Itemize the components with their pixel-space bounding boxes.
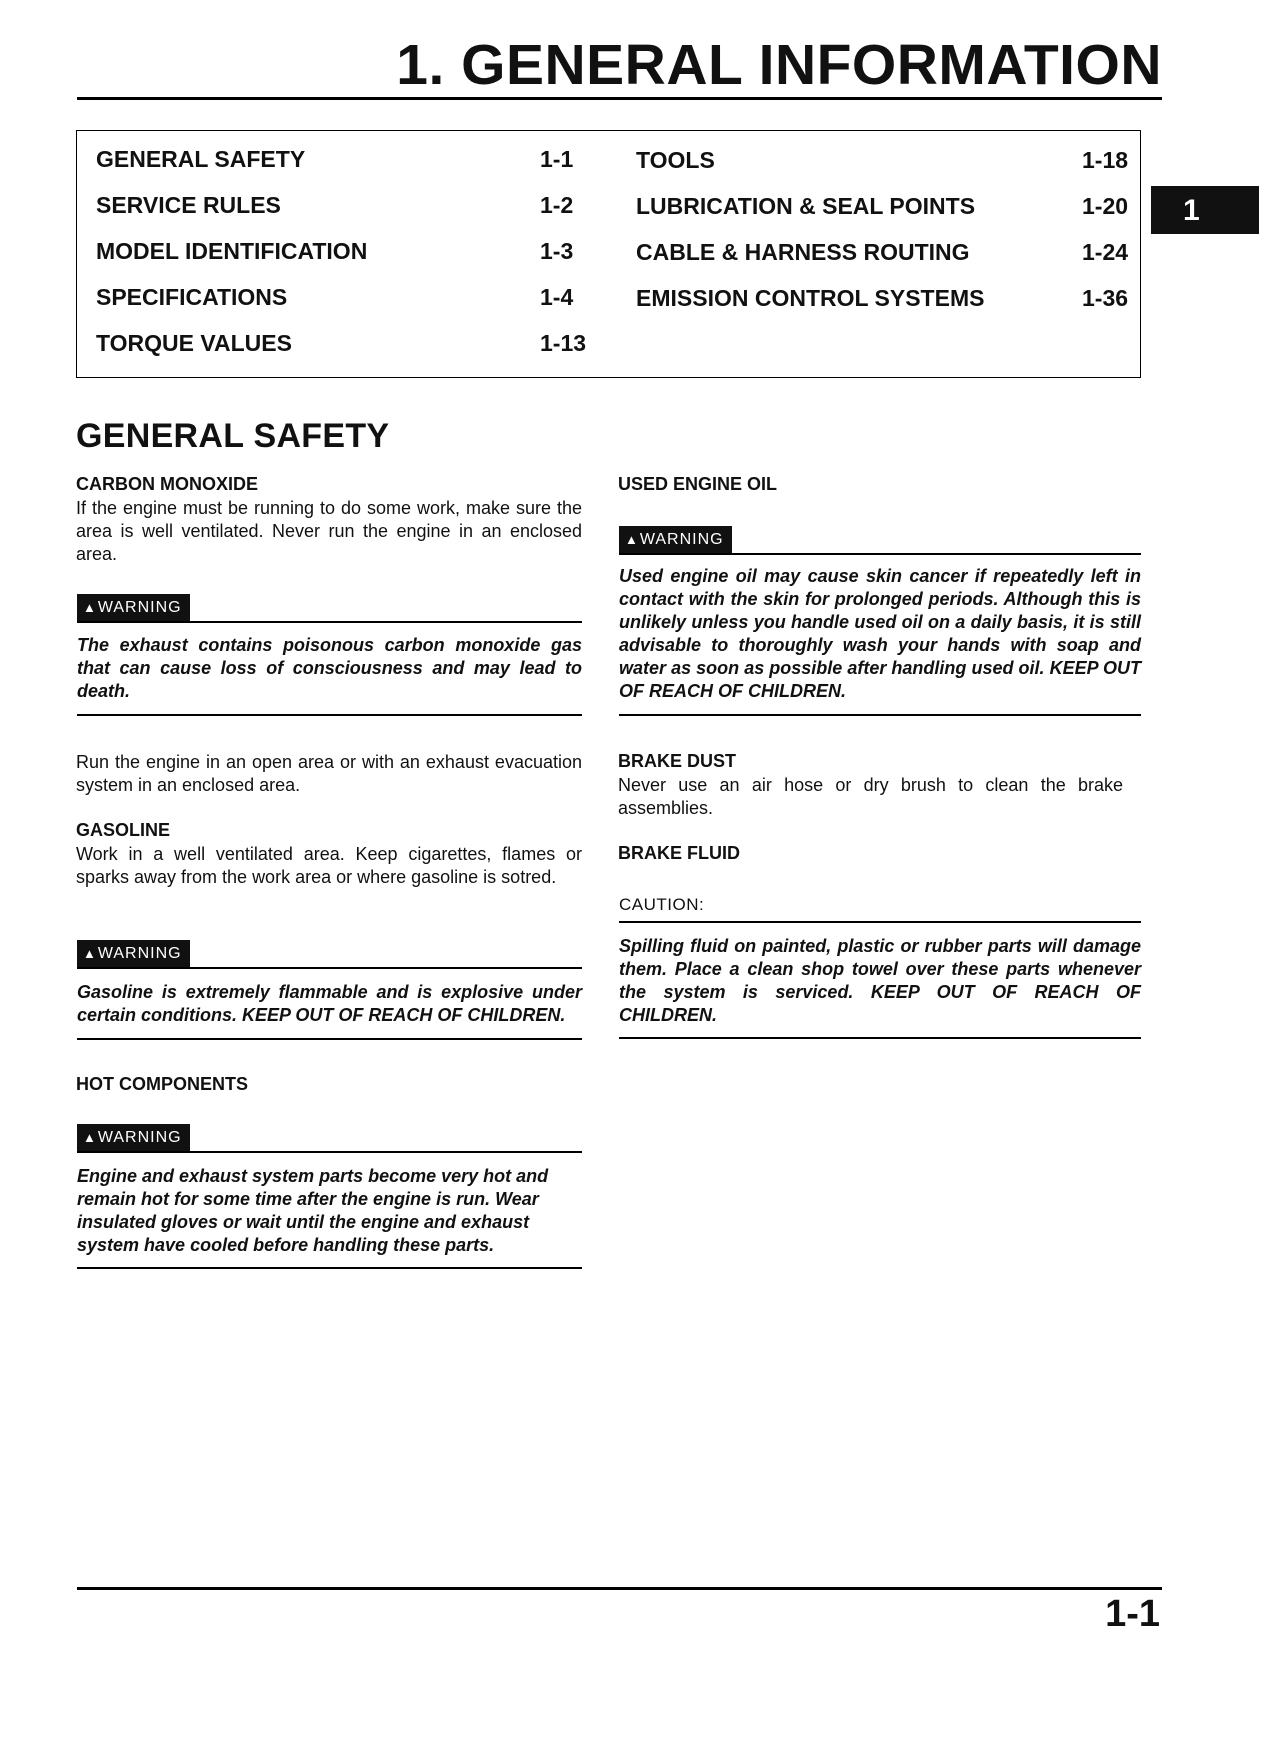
- warning-rule: [77, 1038, 582, 1040]
- warning-triangle-icon: ▲: [83, 1130, 97, 1145]
- warning-rule: [619, 553, 1141, 555]
- chapter-title: 1. GENERAL INFORMATION: [396, 33, 1162, 97]
- warning-label: WARNING: [97, 945, 182, 962]
- toc-item-torque-values[interactable]: TORQUE VALUES: [96, 330, 292, 356]
- title-rule: [77, 97, 1162, 100]
- warning-triangle-icon: ▲: [83, 946, 97, 961]
- carbon-monoxide-after: Run the engine in an open area or with an exhaust evacuation system in an enclosed area.: [76, 752, 582, 795]
- section-heading: GENERAL SAFETY: [76, 417, 390, 455]
- carbon-monoxide-heading: CARBON MONOXIDE: [76, 474, 259, 494]
- toc-page: 1-36: [1082, 285, 1129, 311]
- warning-badge: [77, 1124, 190, 1151]
- hot-components-warning: Engine and exhaust system parts become very hot and remain hot for some time after the engine is run. Wear insulated gloves or wait until the engine and exhaust system have cooled before handling these parts.: [77, 1166, 549, 1255]
- brake-fluid-heading: BRAKE FLUID: [618, 843, 740, 863]
- toc-item-service-rules[interactable]: SERVICE RULES: [96, 192, 281, 218]
- used-engine-oil-warning: Used engine oil may cause skin cancer if repeatedly left in contact with the skin for prolonged periods. Although this is unlikely unless you handle used oil on a daily basis, it is still advisable to thoroughly wash your hands with soap and water as soon as possible after handling used oil. KEEP OUT OF REACH OF CHILDREN.: [619, 566, 1141, 701]
- toc-page: 1-4: [540, 284, 574, 310]
- gasoline-heading: GASOLINE: [76, 820, 171, 840]
- toc-item-model-identification[interactable]: MODEL IDENTIFICATION: [96, 238, 368, 264]
- gasoline-body: Work in a well ventilated area. Keep cigarettes, flames or sparks away from the work area or where gasoline is sotred.: [76, 844, 582, 887]
- warning-badge: [619, 526, 732, 553]
- warning-triangle-icon: ▲: [625, 532, 639, 547]
- carbon-monoxide-body: If the engine must be running to do some work, make sure the area is well ventilated. Never run the engine in an enclosed area.: [76, 498, 582, 564]
- gasoline-warning: Gasoline is extremely flammable and is explosive under certain conditions. KEEP OUT OF REACH OF CHILDREN.: [77, 982, 582, 1025]
- toc-page: 1-13: [540, 330, 587, 356]
- warning-rule: [77, 1267, 582, 1269]
- brake-dust-heading: BRAKE DUST: [618, 751, 737, 771]
- toc-page: 1-20: [1082, 193, 1129, 219]
- brake-dust-body: Never use an air hose or dry brush to clean the brake assemblies.: [618, 775, 1123, 818]
- toc-item-lubrication-seal-points[interactable]: LUBRICATION & SEAL POINTS: [636, 193, 976, 219]
- toc-item-tools[interactable]: TOOLS: [636, 147, 715, 173]
- toc-page: 1-18: [1082, 147, 1129, 173]
- warning-rule: [619, 714, 1141, 716]
- toc-page: 1-2: [540, 192, 574, 218]
- carbon-monoxide-warning: The exhaust contains poisonous carbon monoxide gas that can cause loss of consciousness and may lead to death.: [77, 635, 582, 701]
- caution-label: CAUTION:: [619, 895, 705, 914]
- warning-rule: [77, 714, 582, 716]
- footer-rule: [77, 1587, 1162, 1590]
- warning-label: WARNING: [97, 599, 182, 616]
- brake-fluid-caution: Spilling fluid on painted, plastic or rubber parts will damage them. Place a clean shop towel over these parts whenever the system is serviced. KEEP OUT OF REACH OF CHILDREN.: [619, 936, 1141, 1025]
- warning-rule: [77, 621, 582, 623]
- toc-item-specifications[interactable]: SPECIFICATIONS: [96, 284, 288, 310]
- toc-page: 1-1: [540, 146, 574, 172]
- table-of-contents: [76, 130, 1141, 378]
- warning-label: WARNING: [639, 531, 724, 548]
- caution-rule: [619, 921, 1141, 923]
- toc-page: 1-3: [540, 238, 574, 264]
- page-number: 1-1: [1105, 1593, 1160, 1635]
- hot-components-heading: HOT COMPONENTS: [76, 1074, 249, 1094]
- warning-badge: [77, 940, 190, 967]
- toc-item-general-safety[interactable]: GENERAL SAFETY: [96, 146, 306, 172]
- toc-item-cable-harness-routing[interactable]: CABLE & HARNESS ROUTING: [636, 239, 970, 265]
- toc-item-emission-control-systems[interactable]: EMISSION CONTROL SYSTEMS: [636, 285, 985, 311]
- caution-rule: [619, 1037, 1141, 1039]
- toc-page: 1-24: [1082, 239, 1129, 265]
- used-engine-oil-heading: USED ENGINE OIL: [618, 474, 778, 494]
- warning-badge: [77, 594, 190, 621]
- warning-rule: [77, 1151, 582, 1153]
- warning-rule: [77, 967, 582, 969]
- warning-triangle-icon: ▲: [83, 600, 97, 615]
- chapter-tab: 1: [1151, 186, 1259, 234]
- warning-label: WARNING: [97, 1129, 182, 1146]
